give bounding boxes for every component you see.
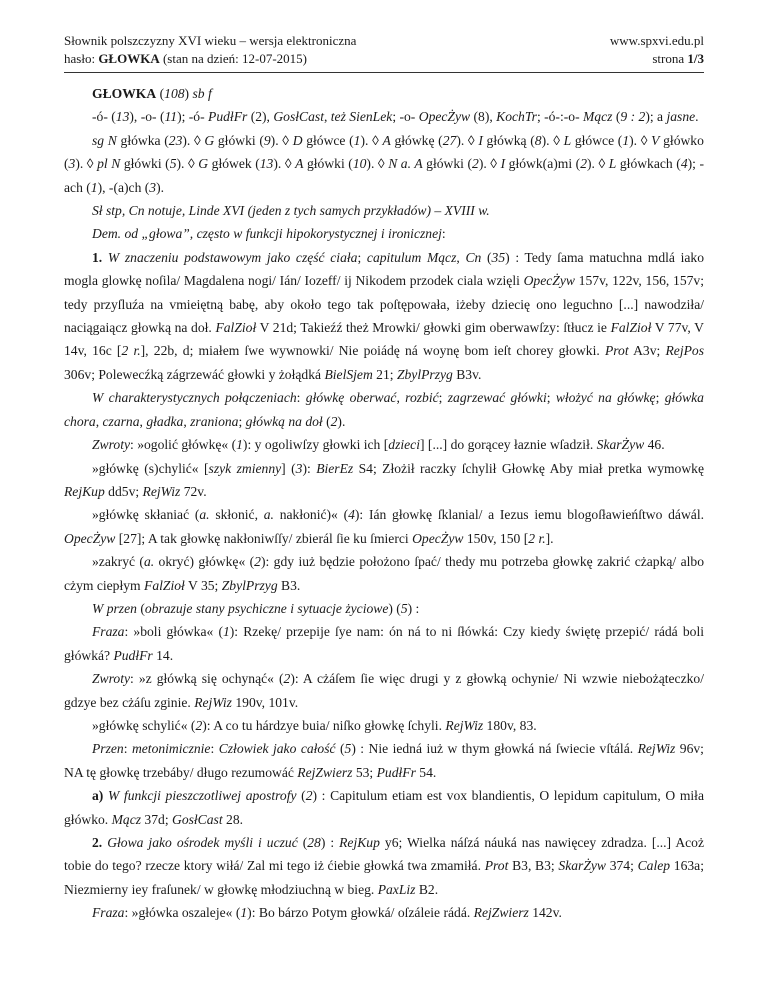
text-run: 28. — [222, 811, 244, 827]
text-run: ) : — [407, 600, 420, 616]
text-run: ): gdy iuż będzie położono ſpać/ thedy mu potrzeba głowkę zakrić cżapką/ albo cżym ciepłym — [64, 554, 705, 593]
text-run: 37d; — [141, 811, 172, 827]
text-run: ). ◊ — [176, 156, 199, 172]
text-run: RejWiz — [637, 741, 676, 757]
text-run: OpecŻyw — [412, 530, 464, 546]
text-run: 9 — [263, 132, 271, 148]
text-run: 2 r. — [121, 343, 141, 359]
text-run: jasne — [666, 109, 696, 125]
text-run: D — [292, 132, 303, 148]
przen-1 — [64, 597, 704, 620]
text-run: gładka — [146, 413, 184, 429]
text-run: SkarŻyw — [596, 437, 645, 453]
text-run: ; — [655, 390, 665, 406]
text-run: Mącz — [111, 811, 142, 827]
text-run: ; — [546, 390, 556, 406]
text-run: 54. — [415, 764, 437, 780]
text-run: główce ( — [302, 132, 354, 148]
text-run: GŁOWKA — [92, 86, 157, 101]
text-run: [27]; A tak głowkę nakłoniwſſy/ zbierál ſie ku ſmierci — [115, 530, 413, 546]
text-run: ): y ogoliwſzy głowki ich [ — [242, 437, 389, 453]
text-run: V 77v, V 14v, 16c [ — [64, 320, 705, 359]
text-run: ZbylPrzyg — [396, 366, 453, 382]
text-run: , — [396, 390, 406, 406]
zwroty-5 — [64, 667, 704, 714]
text-run: 96v; NA tę głowkę trzebáby/ długo rezumowáć — [64, 741, 704, 780]
text-run: A — [382, 132, 391, 148]
text-run: SkarŻyw — [558, 858, 606, 874]
text-run: metonimicznie — [131, 741, 211, 757]
text-run: ). ◊ — [586, 156, 609, 172]
text-run: ). ◊ — [366, 156, 389, 172]
text-run: ), -o- ( — [129, 109, 165, 125]
text-run: ): A co tu hárdzye buia/ niſko głowkę ſchyli. — [202, 717, 446, 733]
text-run: L — [563, 132, 572, 148]
text-run: główkę oberwać — [305, 390, 397, 406]
text-run: ); -ach ( — [64, 156, 704, 195]
text-run: Cn — [465, 249, 482, 265]
text-run: ) : Nie iedná iuż w thym głowká ná ſwiecie vſtálá. — [351, 741, 638, 757]
text-run: N a. A — [388, 156, 423, 172]
text-run: : — [441, 226, 446, 242]
text-run: główki ( — [422, 156, 473, 172]
text-run: ] ( — [281, 460, 296, 476]
text-run: główki ( — [120, 156, 170, 172]
text-run: ] [...] do gorącey łaznie wſadził. — [420, 437, 597, 453]
text-run: główek ( — [208, 156, 260, 172]
text-run: ( — [297, 835, 308, 850]
text-run: RejWiz — [142, 483, 181, 499]
text-run: G — [198, 156, 209, 172]
text-run: B3. — [277, 577, 301, 593]
text-run: B3, B3; — [508, 858, 559, 874]
text-run: główkach ( — [616, 156, 681, 172]
text-run: OpecŻyw — [523, 273, 575, 289]
text-run: ): A cżáſem ſie więc drugi y z głowką ochynie/ Ni wzwie niebożąteczko/ gdzye bez cżáſu zginie. — [64, 671, 704, 710]
entry-headword-header: GŁOWKA — [98, 51, 160, 66]
text-run: . — [695, 109, 699, 125]
text-run: 53; — [352, 764, 377, 780]
text-run: ) — [184, 86, 193, 101]
text-run: ]. — [545, 530, 554, 546]
entry-headword — [64, 82, 704, 105]
text-run: RejKup — [339, 835, 380, 850]
text-run: (8), — [470, 109, 497, 125]
text-run: 3 — [68, 156, 76, 172]
entry-status — [64, 50, 356, 68]
typical-phrases — [64, 386, 704, 433]
sense-1a — [64, 784, 704, 831]
page-count: 1/3 — [687, 51, 704, 66]
text-run: 1. — [92, 249, 108, 265]
text-run: RejWiz — [445, 717, 484, 733]
inflection — [64, 129, 704, 199]
text-run: ], 22b, d; miałem ſwe wywnowki/ Nie poiádę ná woynę bom ieſt chorey głowki. — [140, 343, 605, 359]
text-run: ); -ó- — [177, 109, 209, 125]
text-run: 2 — [580, 156, 587, 172]
text-run: Prot — [484, 858, 509, 874]
text-run: czarna — [102, 413, 140, 429]
text-run: y6; Wielka náſzá náuká nas nawięcey zdradza. [...] Acoż tobie do tego? rzecze ktory wiłá/ Zal mi tego iż ćiebie głowká twa zmamiłá. — [64, 835, 705, 874]
text-run: Zwroty — [92, 671, 131, 687]
etymology-note — [64, 222, 704, 245]
text-run: PaxLiz — [377, 881, 416, 897]
text-run: ). ◊ — [541, 132, 564, 148]
text-run: główki ( — [303, 156, 353, 172]
przen-2 — [64, 737, 704, 784]
text-run: Fraza — [92, 624, 125, 640]
text-run: A3v; — [628, 343, 666, 359]
text-run: 13 — [259, 156, 274, 172]
header-divider — [64, 72, 704, 73]
text-run: Calep — [637, 858, 671, 874]
text-run: G — [204, 132, 215, 148]
text-run: ): Bo bárzo Potym głowká/ oſzáleie rádá. — [247, 905, 474, 921]
sources-note — [64, 199, 704, 222]
text-run: Mącz — [583, 109, 613, 125]
text-run: ) : — [320, 835, 340, 850]
text-run: (2), — [247, 109, 274, 125]
text-run: RejPos — [665, 343, 704, 359]
text-run: PudłFr — [113, 647, 153, 663]
text-run: BierEz — [316, 460, 354, 476]
text-run: : — [123, 741, 132, 757]
text-run: 10 — [352, 156, 367, 172]
text-run: 23 — [168, 132, 183, 148]
text-run: ). — [156, 179, 165, 195]
text-run: Przen — [92, 741, 124, 757]
text-run: 2 — [305, 788, 313, 804]
fraza-1 — [64, 620, 704, 667]
text-run: zraniona — [190, 413, 239, 429]
text-run: »główkę skłaniać ( — [92, 507, 200, 523]
text-run: RejZwierz — [473, 905, 529, 921]
text-run: ). ◊ — [75, 156, 98, 172]
text-run: GosłCast — [172, 811, 223, 827]
text-run: : »z główką się ochynąć« ( — [130, 671, 284, 687]
text-run: OpecŻyw — [418, 109, 471, 125]
text-run: 2 — [195, 717, 203, 733]
text-run: BielSjem — [324, 366, 373, 382]
text-run: główka chora — [64, 390, 704, 429]
site-url[interactable]: www.spxvi.edu.pl — [609, 33, 704, 48]
zwroty-4 — [64, 550, 704, 597]
text-run: 72v. — [180, 483, 207, 499]
text-run: ( — [481, 249, 492, 265]
text-run: L — [608, 156, 617, 172]
text-run: -ó- ( — [92, 109, 116, 125]
text-run: 2. — [92, 835, 108, 850]
text-run: 150v, 150 [ — [463, 530, 529, 546]
text-run: 4 — [348, 507, 355, 523]
text-run: , — [183, 413, 191, 429]
text-run: 2 — [330, 413, 338, 429]
text-run: okryć) główkę« ( — [154, 554, 255, 570]
zwroty-3 — [64, 503, 704, 550]
text-run: sg N — [92, 132, 117, 148]
text-run: a) — [92, 788, 108, 804]
text-run: główce ( — [571, 132, 623, 148]
page-number — [610, 50, 704, 68]
text-run: a. — [263, 507, 274, 523]
text-run: ). — [337, 413, 346, 429]
text-run: Sł stp, Cn notuje, Linde XVI (jeden z tych samych przykładów) – XVIII w. — [92, 203, 490, 219]
zwroty-6 — [64, 714, 704, 737]
text-run: ; — [438, 390, 448, 406]
text-run: 163a; Niezmierny iey fraſunek/ w głowkę młodziuchną w bieg. — [64, 858, 704, 897]
text-run: 180v, 83. — [483, 717, 537, 733]
text-run: A — [295, 156, 304, 172]
text-run: I — [478, 132, 483, 148]
text-run: B3v. — [452, 366, 482, 382]
text-run: główki ( — [214, 132, 264, 148]
text-run: OpecŻyw — [64, 530, 116, 546]
text-run: W charakterystycznych połączeniach — [92, 390, 297, 406]
text-run: 46. — [644, 437, 665, 453]
text-run: ) : Capitulum etiam est vox blandientis, O lepidum capitulum, O miła główko. — [64, 788, 704, 827]
text-run: ) : Tedy ſama matuchna mdlá iako mogla glowkę noſila/ Magdalena nogi/ Ián/ Iozeff/ ij Nikodem przodek ciala wzięli — [64, 249, 705, 289]
text-run: 35 — [491, 249, 506, 265]
text-run: V 35; — [184, 577, 222, 593]
text-run: ). ◊ — [629, 132, 652, 148]
text-run: skłonić, — [209, 507, 264, 523]
text-run: 190v, 101v. — [231, 694, 299, 710]
sense-2 — [64, 831, 704, 901]
text-run: Dem. od „głowa”, często w funkcji hipokorystycznej i ironicznej — [92, 226, 442, 242]
text-run: KochTr — [496, 109, 537, 125]
text-run: ): — [302, 460, 317, 476]
text-run: 3 — [295, 460, 303, 476]
text-run: ( — [296, 788, 306, 804]
text-run: ( — [136, 600, 145, 616]
text-run: V 21d; Takieźź theż Mrowki/ głowki gim oberwawſzy: ſtłucz ie — [256, 320, 611, 336]
text-run: 306v; Polewecźką zágrzewáć głowki y żołądká — [64, 366, 325, 382]
text-run: główko ( — [64, 132, 704, 172]
text-run: GosłCast — [273, 109, 324, 125]
text-run: główkę ( — [390, 132, 443, 148]
page-label: strona — [652, 51, 688, 66]
text-run: W przen — [92, 600, 137, 616]
text-run: 2 — [254, 554, 261, 570]
text-run: sb f — [192, 86, 212, 101]
sense-1 — [64, 246, 704, 386]
text-run: I — [500, 156, 506, 172]
text-run: ( — [156, 86, 165, 101]
entry-body — [64, 82, 704, 925]
text-run: ; — [238, 413, 246, 429]
text-run: ): Ián głowkę ſklanial/ a Iezus iemu blogoſławieńſtwo dáwál. — [354, 507, 704, 523]
header-left — [64, 32, 356, 68]
text-run: 5 — [400, 600, 408, 616]
text-run: RejKup — [64, 483, 105, 499]
text-run: ; -o- — [392, 109, 419, 125]
text-run: FalZioł — [215, 320, 257, 336]
text-run: PudłFr — [376, 764, 416, 780]
text-run: W znaczeniu podstawowym jako część ciała — [107, 249, 358, 265]
text-run: 108 — [164, 86, 185, 101]
text-run: też SienLek — [330, 109, 393, 125]
text-run: ( — [612, 109, 621, 125]
text-run: 11 — [164, 109, 178, 125]
text-run: Głowa jako ośrodek myśli i uczuć — [107, 835, 298, 850]
text-run: 5 — [169, 156, 177, 172]
text-run: V — [651, 132, 660, 148]
text-run: 4 — [680, 156, 688, 172]
entry-label: hasło: — [64, 51, 99, 66]
text-run: »główkę (s)chylić« [ — [92, 460, 209, 476]
text-run: , — [139, 413, 147, 429]
text-run: 157v, 122v, 156, 157v; tedy przyſluźa na vmieiętną babę, aby około tego tak poſtępowała, iżeby dziecię ono leguchno [...] nawodziła/ naciągaiącz głowką na doł. — [64, 273, 704, 336]
text-run: pl N — [97, 156, 121, 172]
text-run: ); a — [645, 109, 667, 125]
header-right — [610, 32, 704, 68]
text-run: zagrzewać główki — [447, 390, 547, 406]
text-run: 21; — [372, 366, 397, 382]
text-run: »zakryć ( — [92, 554, 144, 570]
dictionary-title: Słownik polszczyzny XVI wieku – wersja elektroniczna — [64, 33, 357, 48]
text-run: Zwroty — [92, 437, 131, 453]
text-run: główką na doł — [245, 413, 323, 429]
text-run: 1 — [240, 905, 248, 921]
spelling-variants — [64, 105, 704, 128]
text-run: ) ( — [388, 600, 401, 616]
text-run: ). ◊ — [360, 132, 383, 148]
text-run: 28 — [307, 835, 321, 850]
text-run: ). ◊ — [273, 156, 296, 172]
text-run: , — [456, 249, 466, 265]
text-run: a. — [199, 507, 210, 523]
fraza-2 — [64, 901, 704, 924]
text-run: : »boli główka« ( — [124, 624, 223, 640]
text-run: ; -ó-:-o- — [536, 109, 583, 125]
text-run: 1 — [222, 624, 230, 640]
text-run: 3 — [149, 179, 157, 195]
text-run: rozbić — [405, 390, 439, 406]
text-run: ), -(a)ch ( — [97, 179, 150, 195]
text-run: 9 : 2 — [620, 109, 646, 125]
text-run: B2. — [415, 881, 439, 897]
text-run: 14. — [152, 647, 174, 663]
text-run: , — [95, 413, 103, 429]
text-run: 2 r. — [528, 530, 546, 546]
text-run: : — [296, 390, 306, 406]
text-run: ZbylPrzyg — [221, 577, 278, 593]
text-run: ( — [335, 741, 345, 757]
text-run: : »główka oszaleje« ( — [124, 905, 241, 921]
text-run: ). ◊ — [456, 132, 479, 148]
text-run: RejZwierz — [297, 764, 353, 780]
text-run: ( — [322, 413, 331, 429]
text-run: 2 — [472, 156, 479, 172]
text-run: główka ( — [116, 132, 169, 148]
text-run: szyk zmienny — [208, 460, 282, 476]
text-run: 2 — [283, 671, 291, 687]
text-run: »główkę schylić« ( — [92, 717, 196, 733]
entry-date: (stan na dzień: 12-07-2015) — [159, 51, 308, 66]
text-run: 374; — [606, 858, 638, 874]
text-run: główką ( — [482, 132, 535, 148]
text-run: FalZioł — [610, 320, 652, 336]
text-run: W funkcji pieszczotliwej apostrofy — [107, 788, 297, 804]
text-run: ). ◊ — [478, 156, 501, 172]
text-run: 27 — [442, 132, 457, 148]
text-run: nakłonić)« ( — [273, 507, 349, 523]
text-run: FalZioł — [144, 577, 185, 593]
text-run: 13 — [115, 109, 130, 125]
text-run: 1 — [353, 132, 361, 148]
text-run: Fraza — [92, 905, 125, 921]
text-run: ). ◊ — [270, 132, 293, 148]
text-run: : »ogolić główkę« ( — [130, 437, 237, 453]
text-run: główk(a)mi ( — [505, 156, 581, 172]
text-run: PudłFr — [208, 109, 248, 125]
text-run: S4; Złożił raczky ſchylił Głowkę Aby miał pretka wymowkę — [353, 460, 705, 476]
text-run: dzieci — [388, 437, 420, 453]
text-run: capitulum Mącz — [366, 249, 457, 265]
text-run: 1 — [90, 179, 98, 195]
text-run: RejWiz — [194, 694, 232, 710]
text-run: 8 — [534, 132, 542, 148]
text-run: ; — [357, 249, 367, 265]
text-run: 1 — [236, 437, 243, 453]
text-run: obrazuje stany psychiczne i sytuacje życiowe — [144, 600, 389, 616]
text-run: : — [210, 741, 219, 757]
text-run: Prot — [604, 343, 629, 359]
text-run: Człowiek jako całość — [218, 741, 336, 757]
text-run: a. — [143, 554, 155, 570]
text-run: ): Rzekę/ przepije ſye nam: ón ná to ni ſłówká: Czy kiedy świętę przepić/ rádá boli główká? — [64, 624, 704, 663]
page-header — [64, 32, 704, 68]
text-run: włożyć na główkę — [555, 390, 656, 406]
text-run: 1 — [622, 132, 630, 148]
text-run: ). ◊ — [182, 132, 205, 148]
text-run: , — [323, 109, 331, 125]
text-run: dd5v; — [104, 483, 143, 499]
text-run: 5 — [344, 741, 352, 757]
zwroty-2 — [64, 457, 704, 504]
zwroty-1 — [64, 433, 704, 456]
text-run: 142v. — [528, 905, 562, 921]
